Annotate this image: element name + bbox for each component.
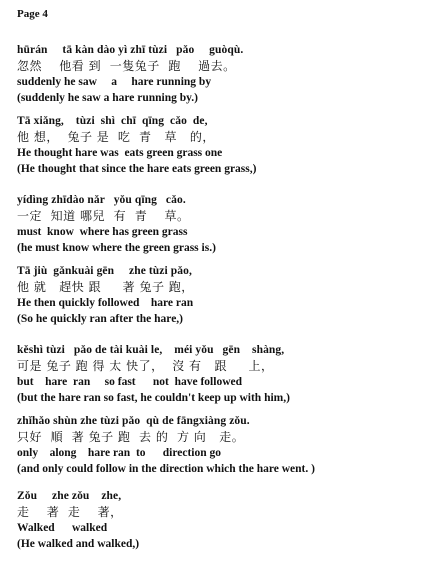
pinyin-line: Tā jiù gǎnkuài gēn zhe tùzi pǎo, bbox=[17, 265, 192, 277]
gloss-line: but hare ran so fast not have followed bbox=[17, 376, 243, 388]
gloss-line: Walked walked bbox=[17, 522, 108, 534]
translation-line: (He thought that since the hare eats green grass,) bbox=[17, 163, 257, 175]
pinyin-line: zhǐhǎo shùn zhe tùzi pǎo qù de fāngxiàng zǒu. bbox=[17, 415, 250, 427]
pinyin-line: hūrán tā kàn dào yì zhī tùzi pǎo guòqù. bbox=[17, 44, 244, 56]
passage-6 bbox=[17, 413, 417, 477]
translation-line: (So he quickly ran after the hare,) bbox=[17, 313, 183, 325]
gloss-line: He then quickly followed hare ran bbox=[17, 297, 194, 309]
pinyin-line: yídìng zhīdào nǎr yǒu qīng cǎo. bbox=[17, 194, 186, 206]
hanzi-line: 一定 知道 哪兒 有 青 草。 bbox=[17, 209, 190, 223]
translation-line: (he must know where the green grass is.) bbox=[17, 242, 216, 254]
translation-line: (and only could follow in the direction which the hare went. ) bbox=[17, 463, 315, 475]
hanzi-line: 走 著 走 著， bbox=[17, 505, 123, 519]
gloss-line: only along hare ran to direction go bbox=[17, 447, 222, 459]
gloss-line: must know where has green grass bbox=[17, 226, 188, 238]
gloss-line: He thought hare was eats green grass one bbox=[17, 147, 223, 159]
passage-5 bbox=[17, 342, 417, 406]
gloss-line: suddenly he saw a hare running by bbox=[17, 76, 212, 88]
translation-line: (but the hare ran so fast, he couldn't keep up with him,) bbox=[17, 392, 290, 404]
passage-4 bbox=[17, 263, 417, 327]
hanzi-line: 他 就 趕快 跟 著 兔子 跑， bbox=[17, 280, 194, 294]
hanzi-line: 忽然 他看 到 一隻兔子 跑 過去。 bbox=[17, 59, 236, 73]
passage-7 bbox=[17, 488, 417, 552]
translation-line: (suddenly he saw a hare running by.) bbox=[17, 92, 198, 104]
passage-2 bbox=[17, 113, 417, 177]
page-number: Page 4 bbox=[17, 8, 48, 20]
passage-3 bbox=[17, 192, 417, 256]
passage-1 bbox=[17, 42, 417, 106]
pinyin-line: Zǒu zhe zǒu zhe, bbox=[17, 490, 122, 502]
hanzi-line: 他 想， 兔子 是 吃 青 草 的， bbox=[17, 130, 215, 144]
translation-line: (He walked and walked,) bbox=[17, 538, 140, 550]
hanzi-line: 可是 兔子 跑 得 太 快了， 沒 有 跟 上， bbox=[17, 359, 274, 373]
hanzi-line: 只好 順 著 兔子 跑 去 的 方 向 走。 bbox=[17, 430, 245, 444]
pinyin-line: Tā xiǎng, tùzi shì chī qīng cǎo de, bbox=[17, 115, 208, 127]
pinyin-line: kěshì tùzi pǎo de tài kuài le, méi yǒu gēn shàng, bbox=[17, 344, 285, 356]
